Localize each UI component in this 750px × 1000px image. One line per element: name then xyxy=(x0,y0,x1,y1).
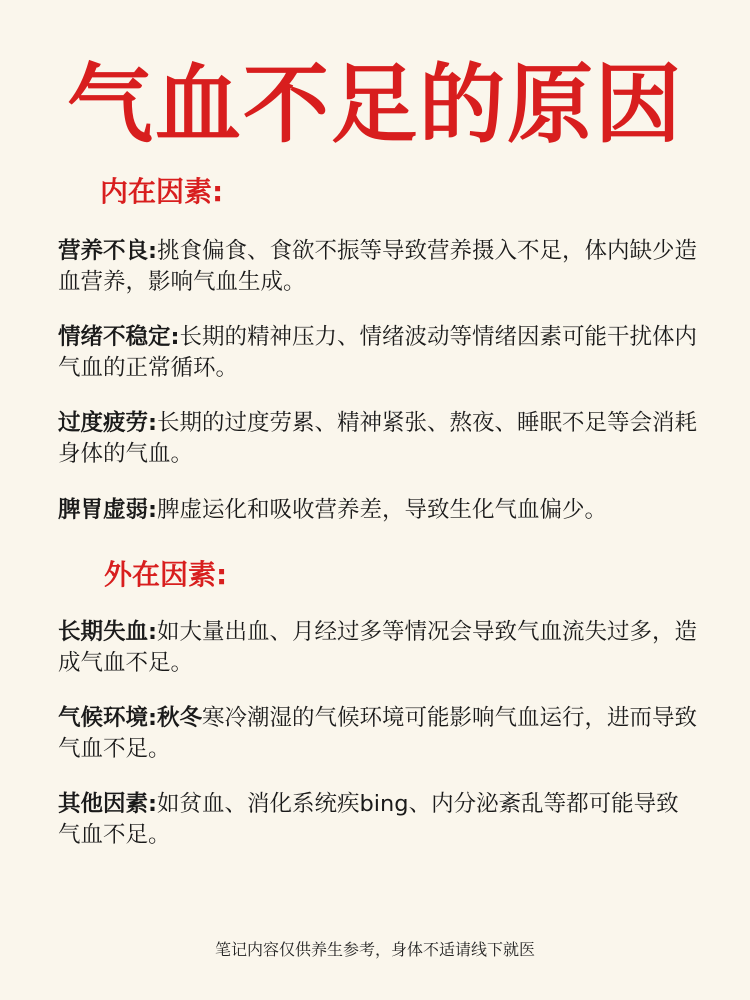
item-label: 气候环境: xyxy=(58,705,157,731)
internal-item-emotional-instability xyxy=(58,322,698,384)
item-label: 过度疲劳: xyxy=(58,410,157,436)
internal-item-weak-spleen-stomach xyxy=(58,495,698,526)
item-label: 其他因素: xyxy=(58,791,157,817)
item-text: 挑食偏食、食欲不振等导致营养摄入不足，体内缺少造血营养，影响气血生成。 xyxy=(58,238,698,295)
external-item-climate xyxy=(58,703,698,765)
item-highlight: 秋冬 xyxy=(157,705,203,731)
internal-factors-heading: 内在因素: xyxy=(100,175,224,208)
footer-disclaimer: 笔记内容仅供养生参考，身体不适请线下就医 xyxy=(214,940,535,959)
item-text: 脾虚运化和吸收营养差，导致生化气血偏少。 xyxy=(157,497,608,523)
external-item-blood-loss xyxy=(58,617,698,679)
external-item-other xyxy=(58,789,698,851)
internal-item-overfatigue xyxy=(58,408,698,470)
internal-item-malnutrition xyxy=(58,236,698,298)
item-label: 营养不良: xyxy=(58,238,157,264)
item-text: 寒冷潮湿的气候环境可能影响气血运行，进而导致气血不足。 xyxy=(58,705,698,762)
item-text: 长期的过度劳累、精神紧张、熬夜、睡眠不足等会消耗身体的气血。 xyxy=(58,410,698,467)
item-label: 脾胃虚弱: xyxy=(58,497,157,523)
item-label: 情绪不稳定: xyxy=(58,324,180,350)
item-text: 如大量出血、月经过多等情况会导致气血流失过多，造成气血不足。 xyxy=(58,619,698,676)
item-text: 长期的精神压力、情绪波动等情绪因素可能干扰体内气血的正常循环。 xyxy=(58,324,698,381)
item-text: 如贫血、消化系统疾bing、内分泌紊乱等都可能导致气血不足。 xyxy=(58,791,679,848)
page-title: 气血不足的原因 xyxy=(67,55,683,155)
external-factors-heading: 外在因素: xyxy=(104,558,228,591)
item-label: 长期失血: xyxy=(58,619,157,645)
